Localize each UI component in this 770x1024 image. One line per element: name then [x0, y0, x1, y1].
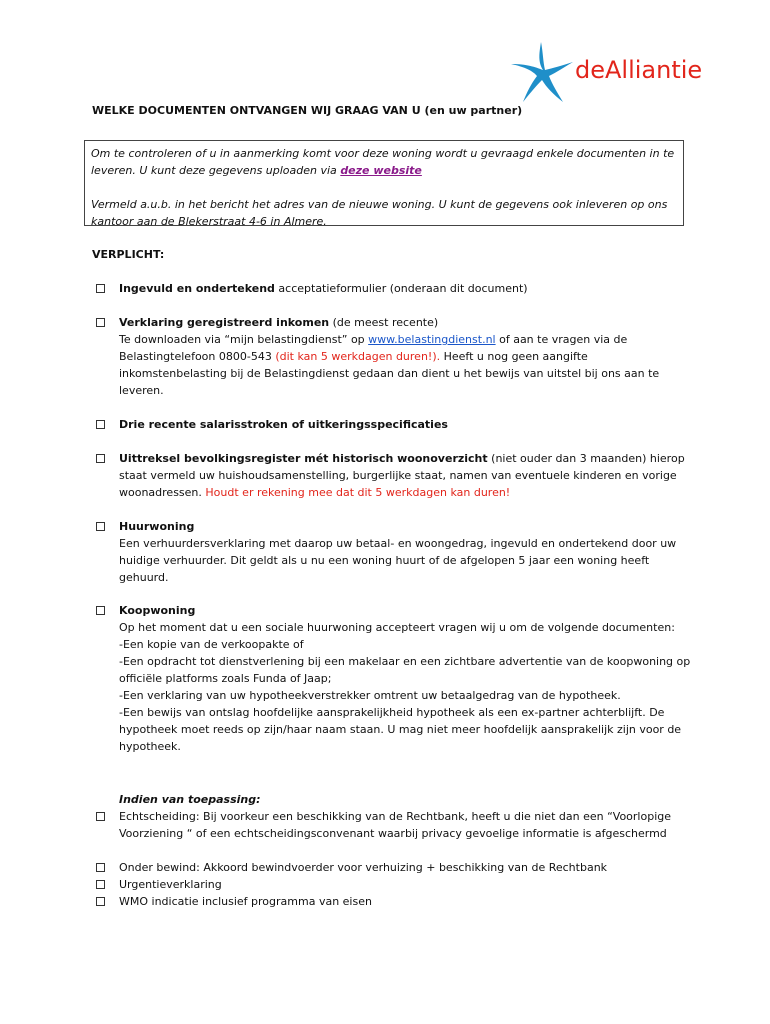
star-logo-icon: [505, 40, 575, 106]
belastingdienst-link[interactable]: www.belastingdienst.nl: [368, 333, 496, 346]
optional-label: Indien van toepassing:: [119, 793, 261, 806]
checkbox-icon: [96, 318, 105, 327]
item-text: Heeft u nog geen aangifte inkomstenbelasting bij de Belastingdienst gedaan dan dient u het bewijs van uitstel bij ons aan te leveren.: [119, 350, 660, 397]
intro-text-1: Om te controleren of u in aanmerking komt voor deze woning wordt u gevraagd enkele documenten in te leveren. U kunt deze gegevens uploaden via: [91, 147, 675, 177]
checklist-item-formulier: [92, 280, 692, 297]
page-title: WELKE DOCUMENTEN ONTVANGEN WIJ GRAAG VAN U (en uw partner): [92, 104, 523, 117]
item-text: Te downloaden via “mijn belastingdienst” op: [119, 333, 369, 346]
checkbox-icon: [96, 522, 105, 531]
required-label: VERPLICHT:: [92, 248, 165, 261]
optional-item-urgentie: [92, 876, 692, 893]
optional-item-echtscheiding: [92, 808, 692, 842]
de-alliantie-logo: [505, 40, 735, 106]
intro-paragraph-2: Vermeld a.u.b. in het bericht het adres van de nieuwe woning. U kunt de gegevens ook inleveren op ons kantoor aan de Blekerstraat 4-6 in Almere.: [91, 198, 668, 228]
optional-item-wmo: [92, 893, 692, 910]
checkbox-icon: [96, 863, 105, 872]
checklist-item-huurwoning: [92, 518, 692, 586]
item-text: Urgentieverklaring: [119, 878, 222, 891]
checkbox-icon: [96, 897, 105, 906]
warning-text: (dit kan 5 werkdagen duren!).: [275, 350, 441, 363]
item-title: Ingevuld en ondertekend: [119, 282, 275, 295]
item-text: (de meest recente): [329, 316, 439, 329]
koop-document-line: -Een opdracht tot dienstverlening bij een makelaar en een zichtbare advertentie van de koopwoning op officiële platforms zoals Funda of Jaap;: [119, 655, 691, 685]
item-text: acceptatieformulier (onderaan dit document): [274, 282, 528, 295]
checkbox-icon: [96, 420, 105, 429]
item-title: Koopwoning: [119, 604, 196, 617]
koop-document-line: -Een kopie van de verkoopakte of: [119, 638, 304, 651]
item-title: Uittreksel bevolkingsregister mét historisch woonoverzicht: [119, 452, 488, 465]
item-title: Huurwoning: [119, 520, 195, 533]
logo-text: deAlliantie: [575, 56, 703, 84]
checklist-item-koopwoning: [92, 602, 692, 755]
checkbox-icon: [96, 284, 105, 293]
optional-item-bewind: [92, 859, 692, 876]
item-text: of aan te vragen via de Belastingtelefoon 0800-543: [119, 333, 628, 363]
koop-document-line: -Een bewijs van ontslag hoofdelijke aansprakelijkheid hypotheek als een ex-partner achterblijft. De hypotheek moet reeds op zijn/haar naam staan. U mag niet meer hoofdelijk aansprakelijk zijn voor de hypotheek.: [119, 706, 682, 753]
item-text: Onder bewind: Akkoord bewindvoerder voor verhuizing + beschikking van de Rechtbank: [119, 861, 608, 874]
checkbox-icon: [96, 454, 105, 463]
checklist-item-salaris: [92, 416, 692, 433]
item-text: Echtscheiding: Bij voorkeur een beschikking van de Rechtbank, heeft u die niet dan een “Voorlopige Voorziening “ of een echtscheidingsconvenant waarbij privacy gevoelige informatie is afgeschermd: [119, 810, 672, 840]
optional-label-row: [92, 791, 692, 808]
warning-text: Houdt er rekening mee dat dit 5 werkdagen kan duren!: [205, 486, 511, 499]
item-title: Verklaring geregistreerd inkomen: [119, 316, 330, 329]
intro-paragraph-1: [91, 145, 677, 179]
upload-website-link[interactable]: deze website: [340, 164, 422, 177]
intro-box: [84, 140, 684, 226]
checkbox-icon: [96, 606, 105, 615]
item-text: Op het moment dat u een sociale huurwoning accepteert vragen wij u om de volgende documenten:: [119, 621, 675, 634]
checkbox-icon: [96, 880, 105, 889]
checklist-item-brp: [92, 450, 692, 501]
item-text: WMO indicatie inclusief programma van eisen: [119, 895, 372, 908]
checklist-item-inkomen: [92, 314, 692, 399]
item-title: Drie recente salarisstroken of uitkeringsspecificaties: [119, 418, 448, 431]
item-text: (niet ouder dan 3 maanden) hierop staat vermeld uw huishoudsamenstelling, burgerlijke staat, namen van eventuele kinderen en vorige woonadressen.: [119, 452, 685, 499]
koop-document-line: -Een verklaring van uw hypotheekverstrekker omtrent uw betaalgedrag van de hypotheek.: [119, 689, 621, 702]
checkbox-icon: [96, 812, 105, 821]
item-text: Een verhuurdersverklaring met daarop uw betaal- en woongedrag, ingevuld en ondertekend door uw huidige verhuurder. Dit geldt als u nu een woning huurt of de afgelopen 5 jaar een woning heeft gehuurd.: [119, 537, 677, 584]
